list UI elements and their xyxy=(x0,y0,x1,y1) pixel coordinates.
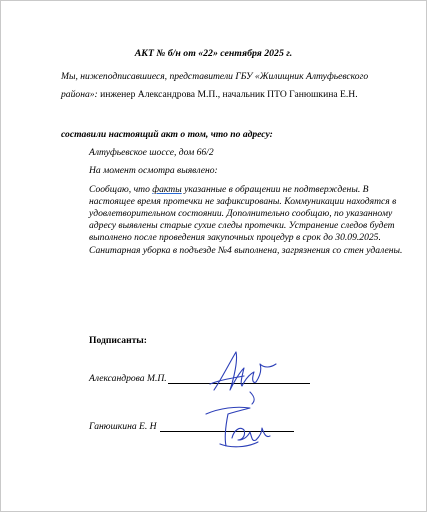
signatories-heading: Подписанты: xyxy=(89,335,147,346)
signature-2-image xyxy=(196,396,276,456)
body-line-text: адресу выявлены старые сухие следы протечки. Устранение следов будет xyxy=(89,220,395,232)
signer-2-name: Ганюшкина Е. Н xyxy=(89,421,157,432)
body-line-text: выполнено после проведения закупочных процедур в срок до 30.09.2025. xyxy=(89,232,381,244)
intro-line-2-rest: инженер Александрова М.П., начальник ПТО Ганюшкина Е.Н. xyxy=(97,89,358,100)
act-heading: составили настоящий акт о том, что по адресу: xyxy=(61,129,273,140)
body-line-text: удовлетворительном состоянии. Дополнительно сообщаю, по указанному xyxy=(89,208,393,220)
body-line-highlight: факты xyxy=(152,184,182,195)
inspection-body-line xyxy=(89,245,402,257)
inspection-body-line xyxy=(89,184,368,196)
inspection-body-line xyxy=(89,196,396,208)
body-line-text: Санитарная уборка в подъезде №4 выполнена, загрязнения со стен удалены. xyxy=(89,244,403,256)
inspection-label: На момент осмотра выявлено: xyxy=(89,165,218,176)
inspection-body-line xyxy=(89,208,392,220)
intro-line-2 xyxy=(61,89,358,101)
body-line-text: настоящее время протечки не зафиксированы. Коммуникации находятся в xyxy=(89,196,397,208)
intro-line-1: Мы, нижеподписавшиеся, представители ГБУ «Жилищник Алтуфьевского xyxy=(61,71,369,82)
inspection-body-line xyxy=(89,220,395,232)
body-line-text: Сообщаю, что xyxy=(89,184,153,195)
signer-1-name: Александрова М.П. xyxy=(89,373,167,384)
body-line-text-end: указанные в обращении не подтверждены. В xyxy=(181,184,369,195)
act-title: АКТ № б/н от «22» сентября 2025 г. xyxy=(134,48,293,59)
inspection-body-line xyxy=(89,232,381,244)
intro-line-2-prefix: района»: xyxy=(61,89,98,100)
address: Алтуфьевское шоссе, дом 66/2 xyxy=(89,147,214,158)
